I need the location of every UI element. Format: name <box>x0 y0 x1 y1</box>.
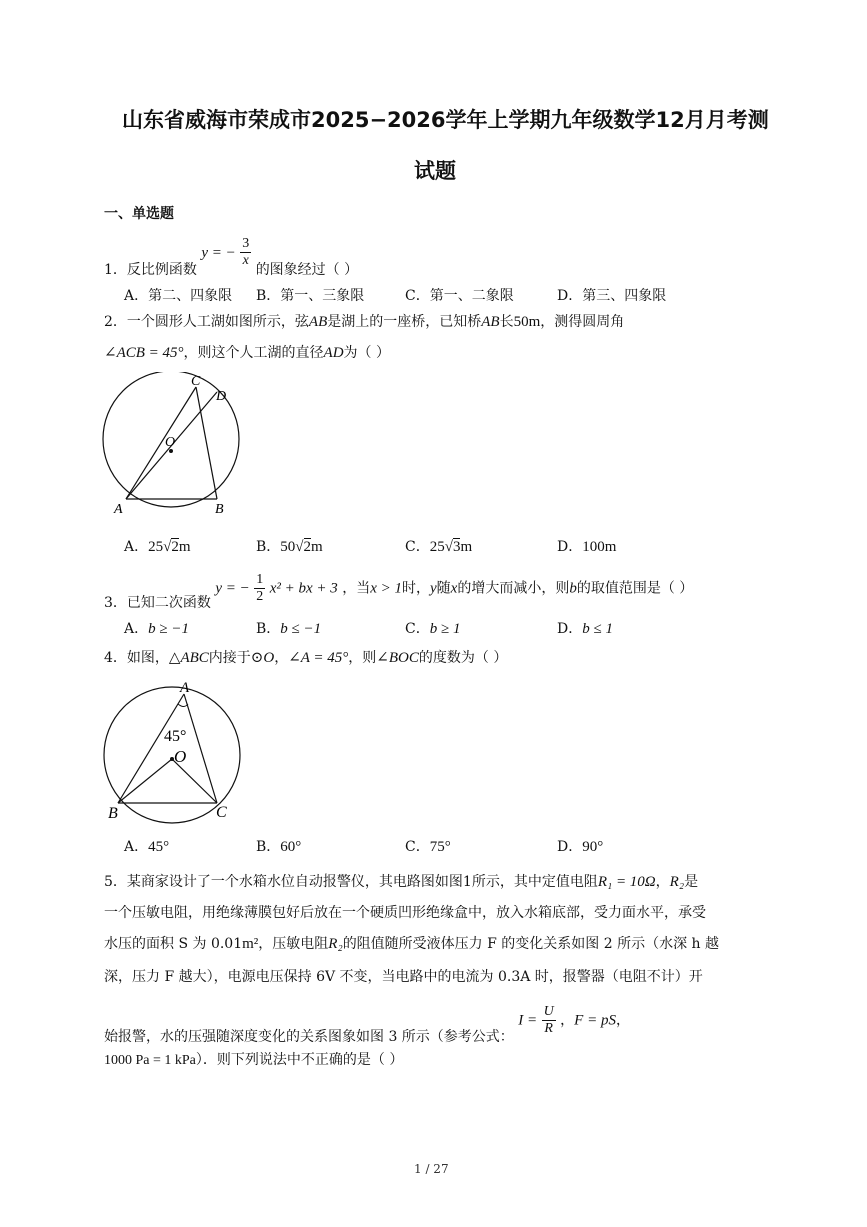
q2-option-a-rad: 2 <box>171 539 179 555</box>
q4-option-b-value: 60° <box>280 839 302 855</box>
q2-option-d <box>557 536 616 556</box>
q5-text-3c: 的阻值随所受液体压力 F 的变化关系如图 2 所示（水深 h 越 <box>342 936 720 952</box>
question-2-line-2 <box>104 343 390 363</box>
q3-text-mid4: 的增大而减小，则 <box>457 580 570 597</box>
q4-option-d-value: 90° <box>582 839 604 855</box>
q4-circle: ⊙O <box>250 650 275 666</box>
q2-option-b-letter: B． <box>256 539 281 555</box>
q2-option-a-unit: m <box>178 539 191 555</box>
q4-option-c-letter: C． <box>405 839 430 855</box>
q2-option-c <box>405 536 472 556</box>
q3-option-c-value: b ≥ 1 <box>429 621 461 637</box>
q3-frac-num: 1 <box>256 572 264 587</box>
q2-label-c: C <box>191 374 201 389</box>
q2-circle-figure <box>100 372 250 520</box>
q1-option-b: B．第一、三象限 <box>256 288 365 304</box>
q4-angle: ∠A = 45° <box>288 650 349 666</box>
q2-option-b-unit: m <box>311 539 323 555</box>
q4-label-angle: 45° <box>164 728 187 745</box>
q3-option-d-letter: D． <box>557 621 583 637</box>
q4-label-b: B <box>108 805 118 822</box>
q4-label-c: C <box>216 804 227 821</box>
q3-option-c-letter: C． <box>405 621 430 637</box>
question-5-line-2: 一个压敏电阻，用绝缘薄膜包好后放在一个硬质凹形绝缘盒中，放入水箱底部，受力面水平，承受 <box>104 905 706 921</box>
q3-func-b: x² + bx + 3 <box>269 580 338 597</box>
q1-option-d: D．第三、四象限 <box>557 288 667 304</box>
q4-text-mid2: ， <box>274 650 289 666</box>
q5-text-5b: ， <box>560 1012 575 1029</box>
q5-unit-conversion: 1000 Pa = 1 kPa <box>104 1053 196 1068</box>
q5-r: R <box>544 1021 553 1036</box>
q5-r2: R₂ <box>669 874 685 890</box>
q3-text-mid3: 随 <box>436 580 451 597</box>
q2-option-b <box>256 536 323 556</box>
q5-text-3b: ，压敏电阻 <box>258 936 329 952</box>
q1-text-post: 的图象经过（ ） <box>255 261 359 278</box>
q5-r1: R₁ = 10Ω <box>597 874 656 890</box>
q3-var-b: b <box>569 580 577 597</box>
q5-f-eq: F = pS <box>574 1012 616 1029</box>
q4-label-a: A <box>180 680 190 696</box>
q4-text-mid3: ，则 <box>348 650 377 666</box>
q5-text-1b: ， <box>655 874 670 890</box>
q3-option-c <box>405 618 460 638</box>
q4-circle-figure <box>100 676 250 824</box>
q2-option-c-letter: C． <box>405 539 430 555</box>
q2-ab-2: AB <box>481 314 500 330</box>
q3-option-b-letter: B． <box>256 621 281 637</box>
sqrt-icon: √ <box>295 539 304 555</box>
q1-frac-den: x <box>242 253 249 268</box>
q3-var-y: y <box>429 580 437 597</box>
q5-text-6b: ）．则下列说法中不正确的是（ ） <box>195 1052 404 1068</box>
q2-length: 50m <box>513 314 541 330</box>
q4-option-b-letter: B． <box>256 839 281 855</box>
q2-option-b-rad: 2 <box>303 539 312 555</box>
q3-text-post: 的取值范围是（ ） <box>576 580 694 597</box>
q5-text-5c: ， <box>615 1012 630 1029</box>
question-5-line-5 <box>104 1004 630 1045</box>
q1-text-pre: 1．反比例函数 <box>104 261 197 278</box>
q3-fraction <box>254 572 265 605</box>
q3-option-d <box>557 618 613 638</box>
q4-triangle: △ABC <box>168 650 209 666</box>
q2-label-d: D <box>216 389 227 404</box>
q3-option-a-letter: A． <box>124 621 149 637</box>
q1-func: y = − <box>201 244 236 261</box>
q1-option-c: C．第一、二象限 <box>405 288 514 304</box>
q2-option-d-letter: D． <box>557 539 583 555</box>
q1-option-a: A．第二、四象限 <box>124 288 233 304</box>
q1-frac-num: 3 <box>242 236 250 251</box>
q4-label-o: O <box>174 747 187 766</box>
q2-angle: ∠ACB = 45° <box>104 345 184 361</box>
q3-text-mid1: ，当 <box>342 580 371 597</box>
q4-option-c <box>405 836 451 856</box>
q4-radius-ob <box>118 759 172 803</box>
q5-text-3a: 水压的面积 S 为 0.01 <box>104 936 243 952</box>
q4-option-d-letter: D． <box>557 839 583 855</box>
question-2-line-1 <box>104 312 624 332</box>
q2-ad: AD <box>323 345 344 361</box>
q4-option-a-letter: A． <box>124 839 149 855</box>
question-3 <box>104 572 694 611</box>
q5-text-1a: 5．某商家设计了一个水箱水位自动报警仪，其电路图如图1所示，其中定值电阻 <box>104 874 598 890</box>
q2-chord-ac <box>126 387 196 499</box>
q3-option-a-value: b ≥ −1 <box>148 621 189 637</box>
q2-text-f: 为（ ） <box>343 345 390 361</box>
q5-text-5a: 始报警，水的压强随深度变化的关系图象如图 3 所示（参考公式： <box>104 1028 514 1045</box>
question-5-line-1 <box>104 872 698 892</box>
q4-angle-arc <box>178 704 188 707</box>
q2-option-c-rad: 3 <box>452 539 461 555</box>
q4-option-d <box>557 836 603 856</box>
page-title-continued: 试题 <box>414 159 456 183</box>
q4-option-c-value: 75° <box>429 839 451 855</box>
q2-option-c-coef: 25 <box>429 539 445 555</box>
page-number: 1 / 27 <box>414 1162 449 1176</box>
q5-area-unit: m² <box>242 936 259 952</box>
q2-option-a <box>124 536 191 556</box>
question-5-line-6 <box>104 1050 403 1071</box>
q3-option-d-value: b ≤ 1 <box>582 621 613 637</box>
q2-option-a-coef: 25 <box>148 539 164 555</box>
q5-text-1c: 是 <box>684 874 699 890</box>
sqrt-icon: √ <box>163 539 172 555</box>
sqrt-icon: √ <box>444 539 453 555</box>
q2-label-a: A <box>114 502 123 517</box>
q2-text-d: ，测得圆周角 <box>540 314 625 330</box>
q3-condition: x > 1 <box>370 580 402 597</box>
q4-text-post: 的度数为（ ） <box>418 650 508 666</box>
question-5-line-3 <box>104 934 719 954</box>
page-title: 山东省威海市荣成市2025−2026学年上学期九年级数学12月月考测 <box>122 108 769 132</box>
q3-option-a <box>124 618 189 638</box>
q4-text-mid1: 内接于 <box>208 650 251 666</box>
q4-option-a-value: 45° <box>148 839 170 855</box>
q4-option-b <box>256 836 301 856</box>
section-heading: 一、单选题 <box>104 206 174 222</box>
q2-label-b: B <box>215 502 224 517</box>
q3-option-b-value: b ≤ −1 <box>280 621 322 637</box>
q3-func-a: y = − <box>215 580 250 597</box>
q2-option-d-value: 100m <box>582 539 617 555</box>
q2-label-o: O <box>165 435 176 450</box>
q4-text-pre: 4．如图， <box>104 650 169 666</box>
q5-u: U <box>543 1004 554 1019</box>
question-4 <box>104 648 507 668</box>
q2-text-c: 长 <box>499 314 514 330</box>
q5-ohm-fraction <box>542 1004 556 1037</box>
q3-text-mid2: 时， <box>401 580 430 597</box>
q2-option-b-coef: 50 <box>280 539 296 555</box>
question-1 <box>104 236 359 278</box>
q3-frac-den: 2 <box>256 589 264 604</box>
q1-fraction <box>240 236 251 269</box>
q2-option-a-letter: A． <box>124 539 149 555</box>
q3-option-b <box>256 618 321 638</box>
q4-option-a <box>124 836 169 856</box>
q3-text-pre: 3．已知二次函数 <box>104 594 211 611</box>
question-5-line-4: 深，压力 F 越大），电源电压保持 6V 不变，当电路中的电流为 0.3A 时，报警器（电阻不计）开 <box>104 969 703 985</box>
q2-option-c-unit: m <box>460 539 473 555</box>
q2-text-e: ，则这个人工湖的直径 <box>183 345 324 361</box>
q2-text-b: 是湖上的一座桥，已知桥 <box>327 314 482 330</box>
q5-r2-2: R₂ <box>328 936 343 952</box>
q5-i-eq: I = <box>518 1012 538 1029</box>
q3-var-x: x <box>450 580 458 597</box>
q4-boc: ∠BOC <box>376 650 419 666</box>
q2-ab: AB <box>308 314 328 330</box>
q2-text: 2．一个圆形人工湖如图所示，弦 <box>104 314 309 330</box>
